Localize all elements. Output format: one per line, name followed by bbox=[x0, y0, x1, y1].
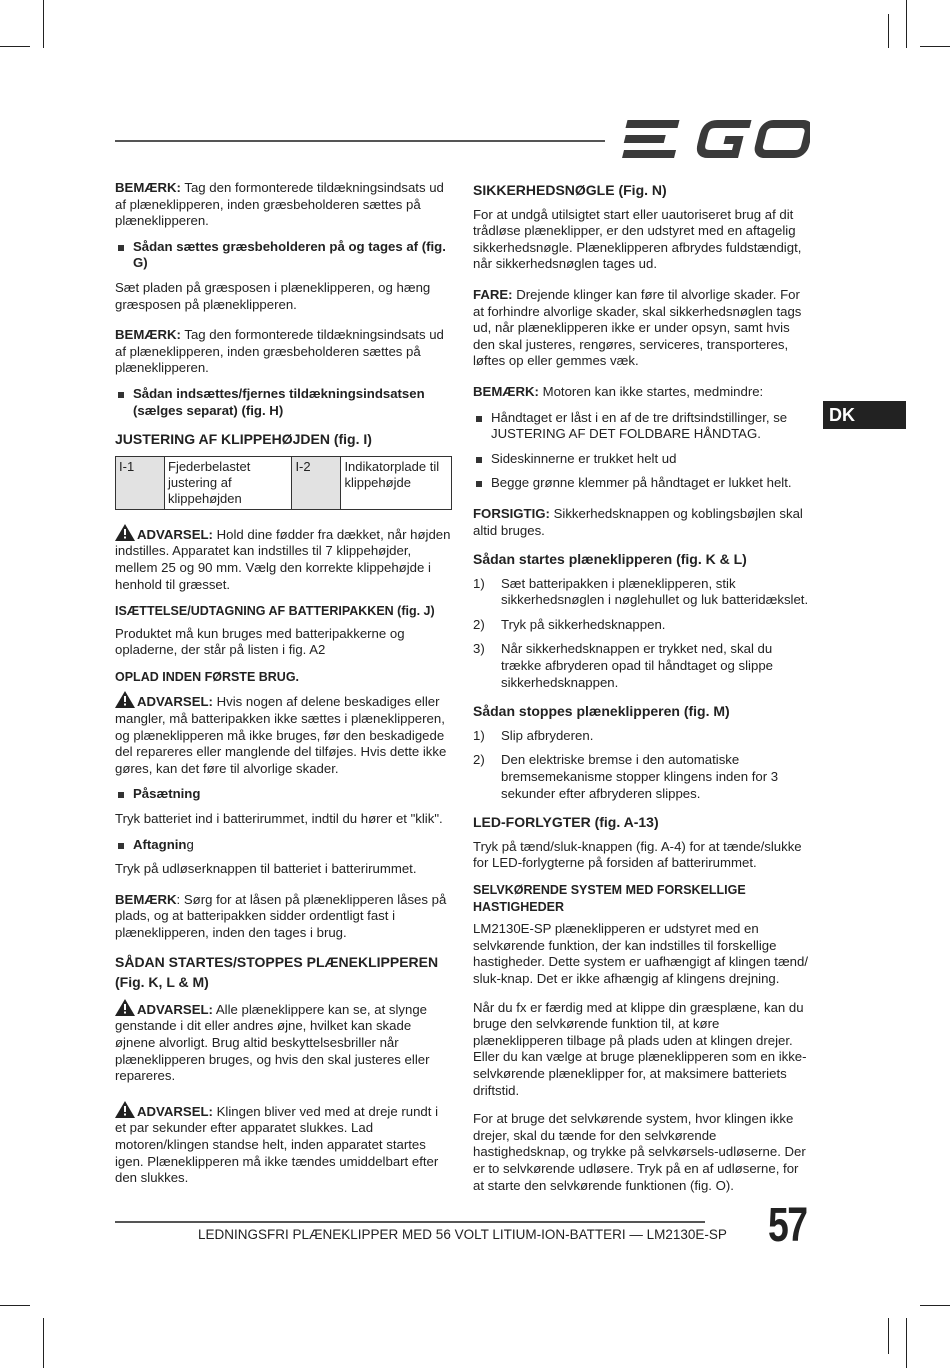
paragraph: Tryk på tænd/sluk-knappen (fig. A-4) for at tænde/slukke for LED-forlygterne på forsiden af batterirummet. bbox=[473, 838, 802, 871]
bullet-heading: Påsætning bbox=[115, 786, 452, 803]
warning-icon bbox=[115, 691, 135, 708]
list-item: Begge grønne klemmer på håndtaget er lukket helt. bbox=[473, 475, 813, 492]
crop-mark bbox=[906, 0, 907, 48]
paragraph: LM2130E-SP plæneklipperen er udstyret med en selvkørende funktion, der kan indstilles til forskellige hastigheder. Dette system er uafhængigt af klingen tænd/ sluk-knap. Det er ikke afhængig af klingens drejning. bbox=[473, 921, 809, 986]
crop-mark bbox=[920, 1305, 950, 1306]
list-item: 1) Slip afbryderen. bbox=[473, 727, 594, 743]
footer-text: LEDNINGSFRI PLÆNEKLIPPER MED 56 VOLT LITIUM-ION-BATTERI — LM2130E-SP bbox=[198, 1227, 727, 1242]
list-item: 1) Sæt batteripakken i plæneklipperen, stik sikkerhedsnøglen i nøglehullet og luk batteridækslet. bbox=[473, 575, 809, 608]
section-heading: SELVKØRENDE SYSTEM MED FORSKELLIGE HASTIGHEDER bbox=[473, 883, 746, 914]
section-heading: JUSTERING AF KLIPPEHØJDEN (fig. I) bbox=[115, 431, 372, 448]
warning-icon bbox=[115, 524, 135, 541]
header-rule bbox=[115, 140, 605, 142]
note: BEMÆRK: Tag den formonterede tildækningsindsats ud af plæneklipperen, inden græsbeholderen sættes på plæneklipperen. bbox=[115, 180, 444, 229]
table-cell: Indikatorplade til klippehøjde bbox=[341, 456, 452, 509]
crop-mark bbox=[888, 1318, 889, 1354]
note: BEMÆRK: Sørg for at låsen på plæneklipperen låses på plads, og at batteripakken sidder ordentligt fast i plæneklipperen, inden den tages i brug. bbox=[115, 891, 447, 940]
parts-table bbox=[115, 456, 452, 510]
table-cell: I-2 bbox=[292, 456, 341, 509]
warning: ADVARSEL: Hvis nogen af delene beskadiges eller mangler, må batteripakken ikke sættes i plæneklipperen, og plæneklipperen må ikke bruges, før den beskadigede del repareres eller manglende del tilføjes. Hvis dette ikke gøres, kan det føre til alvorlige skader. bbox=[115, 691, 452, 777]
warning: ADVARSEL: Klingen bliver ved med at dreje rundt i et par sekunder efter apparatet slukkes. Lad motoren/klingen standse helt, inden apparatet startes igen. Plæneklipperen må ikke tændes umiddelbart efter den slukkes. bbox=[115, 1101, 452, 1187]
crop-mark bbox=[888, 14, 889, 48]
crop-mark bbox=[43, 1318, 44, 1368]
footer-rule bbox=[115, 1221, 705, 1223]
list-item: Sideskinnerne er trukket helt ud bbox=[473, 451, 813, 468]
table-cell: Fjederbelastet justering af klippehøjden bbox=[165, 456, 292, 509]
note: BEMÆRK: Motoren kan ikke startes, medmindre: bbox=[473, 383, 764, 399]
paragraph: Sæt pladen på græsposen i plæneklipperen, og hæng græsposen på plæneklipperen. bbox=[115, 279, 431, 312]
crop-mark bbox=[0, 46, 30, 47]
section-heading: LED-FORLYGTER (fig. A-13) bbox=[473, 814, 659, 831]
warning-icon bbox=[115, 1101, 135, 1118]
paragraph: For at bruge det selvkørende system, hvor klingen ikke drejer, skal du tænde for den selvkørende hastighedsknap, og trykke på selvkørsels-udløserne. Der er to selvkørende udløsere. Tryk på en af udløserne, for at starte den selvkørende funktionen (fig. O). bbox=[473, 1111, 806, 1193]
table-cell: I-1 bbox=[116, 456, 165, 509]
paragraph: Produktet må kun bruges med batteripakkerne og opladerne, der står på listen i fig. A2 bbox=[115, 625, 405, 658]
paragraph: Tryk på udløserknappen til batteriet i batterirummet. bbox=[115, 861, 417, 877]
list-item: 2) Den elektriske bremse i den automatiske bremsemekanisme stopper klingens inden for 3 sekunder efter afbryderen slippes. bbox=[473, 752, 779, 801]
crop-mark bbox=[43, 0, 44, 48]
caution-note: FORSIGTIG: Sikkerhedsknappen og koblingsbøjlen skal altid bruges. bbox=[473, 505, 803, 538]
list-item: Håndtaget er låst i en af de tre driftsindstillinger, se JUSTERING AF DET FOLDBARE HÅNDTAG. bbox=[473, 410, 813, 443]
section-heading: Sådan stoppes plæneklipperen (fig. M) bbox=[473, 703, 730, 720]
warning-icon bbox=[115, 999, 135, 1016]
section-heading: ISÆTTELSE/UDTAGNING AF BATTERIPAKKEN (fig. J) bbox=[115, 604, 435, 619]
section-heading: OPLAD INDEN FØRSTE BRUG. bbox=[115, 669, 300, 684]
section-heading: SIKKERHEDSNØGLE (Fig. N) bbox=[473, 182, 667, 198]
list-item: 2) Tryk på sikkerhedsknappen. bbox=[473, 616, 666, 632]
crop-mark bbox=[0, 1305, 30, 1306]
warning: ADVARSEL: Hold dine fødder fra dækket, når højden indstilles. Apparatet kan indstilles til 7 klippehøjder, mellem 25 og 90 mm. Vælg den korrekte klippehøjde i henhold til græsset. bbox=[115, 524, 452, 593]
danger-note: FARE: Drejende klinger kan føre til alvorlige skader. For at forhindre alvorlige skader, skal sikkerhedsnøglen tags ud, når plæneklipperen ikke er under opsyn, samt hvis den skal justeres, rengøres, serviceres, transporteres, løftes op eller gemmes væk. bbox=[473, 286, 802, 369]
paragraph: For at undgå utilsigtet start eller uautoriseret brug af dit trådløse plæneklipper, er den udstyret med en aftagelig sikkerhedsnøgle. Plæneklipperen afbrydes fuldstændigt, når sikkerhedsnøglen tages ud. bbox=[473, 206, 802, 272]
list-item: 3) Når sikkerhedsknappen er trykket ned, skal du trække afbryderen opad til håndtaget og slippe sikkerhedsknappen. bbox=[473, 641, 773, 690]
warning: ADVARSEL: Alle plæneklippere kan se, at slynge genstande i dit eller andres øjne, hvilket kan skade øjnene alvorligt. Brug altid beskyttelsesbriller når plæneklipperen bruges, og hvis den skal justeres eller repareres. bbox=[115, 999, 452, 1085]
section-heading: Sådan startes plæneklipperen (fig. K & L) bbox=[473, 551, 747, 568]
bullet-heading: Sådan sættes græsbeholderen på og tages af (fig. G) bbox=[115, 239, 452, 272]
paragraph: Når du fx er færdig med at klippe din græsplæne, kan du bruge den selvkørende funktion til, at køre plæneklipperen tilbage på plads uden at klingen drejer. Eller du kan vælge at bruge plæneklipperen som en ikke-selvkørende plæneklipper for, at maksimere batteriets driftstid. bbox=[473, 999, 807, 1098]
note: BEMÆRK: Tag den formonterede tildækningsindsats ud af plæneklipperen, inden græsbeholderen sættes på plæneklipperen. bbox=[115, 327, 444, 376]
section-heading: SÅDAN STARTES/STOPPES PLÆNEKLIPPEREN bbox=[115, 953, 439, 970]
paragraph: Tryk batteriet ind i batterirummet, indtil du hører et "klik". bbox=[115, 811, 443, 827]
bullet-heading: Aftagning bbox=[115, 837, 452, 854]
crop-mark bbox=[906, 1318, 907, 1368]
page-number: 57 bbox=[768, 1199, 807, 1252]
crop-mark bbox=[920, 46, 950, 47]
language-tab: DK bbox=[823, 401, 906, 429]
brand-logo bbox=[622, 118, 810, 167]
bullet-heading: Sådan indsættes/fjernes tildækningsindsatsen (sælges separat) (fig. H) bbox=[115, 386, 452, 419]
right-column bbox=[473, 180, 813, 1203]
section-heading: (Fig. K, L & M) bbox=[115, 974, 209, 991]
left-column bbox=[115, 180, 452, 1196]
